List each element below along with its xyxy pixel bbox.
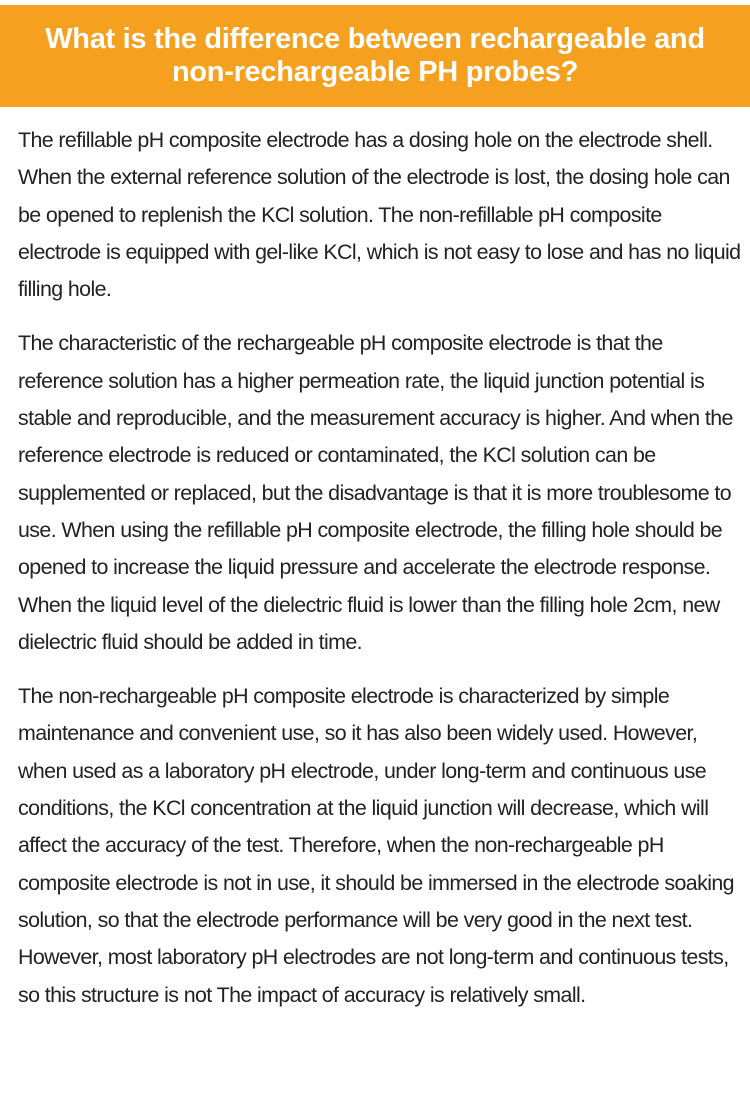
paragraph-rechargeable-characteristics: The characteristic of the rechargeable pH composite electrode is that the reference solution has a higher permeation rate, the liquid junction potential is stable and reproducible, and the measurement accuracy is higher. And when the reference electrode is reduced or contaminated, the KCl solution can be supplemented or replaced, but the disadvantage is that it is more troublesome to use. When using the refillable pH composite electrode, the filling hole should be opened to increase the liquid pressure and accelerate the electrode response. When the liquid level of the dielectric fluid is lower than the filling hole 2cm, new dielectric fluid should be added in time. xyxy=(18,331,733,654)
page-title: What is the difference between rechargeable and non-rechargeable PH probes? xyxy=(45,23,705,88)
title-banner xyxy=(0,5,750,107)
article-body xyxy=(18,122,746,1031)
paragraph-refillable-intro: The refillable pH composite electrode has a dosing hole on the electrode shell. When the external reference solution of the electrode is lost, the dosing hole can be opened to replenish the KCl solution. The non-refillable pH composite electrode is equipped with gel-like KCl, which is not easy to lose and has no liquid filling hole. xyxy=(18,128,741,302)
paragraph-non-rechargeable-characteristics: The non-rechargeable pH composite electrode is characterized by simple maintenance and convenient use, so it has also been widely used. However, when used as a laboratory pH electrode, under long-term and continuous use conditions, the KCl concentration at the liquid junction will decrease, which will affect the accuracy of the test. Therefore, when the non-rechargeable pH composite electrode is not in use, it should be immersed in the electrode soaking solution, so that the electrode performance will be very good in the next test. However, most laboratory pH electrodes are not long-term and continuous tests, so this structure is not The impact of accuracy is relatively small. xyxy=(18,684,734,1007)
